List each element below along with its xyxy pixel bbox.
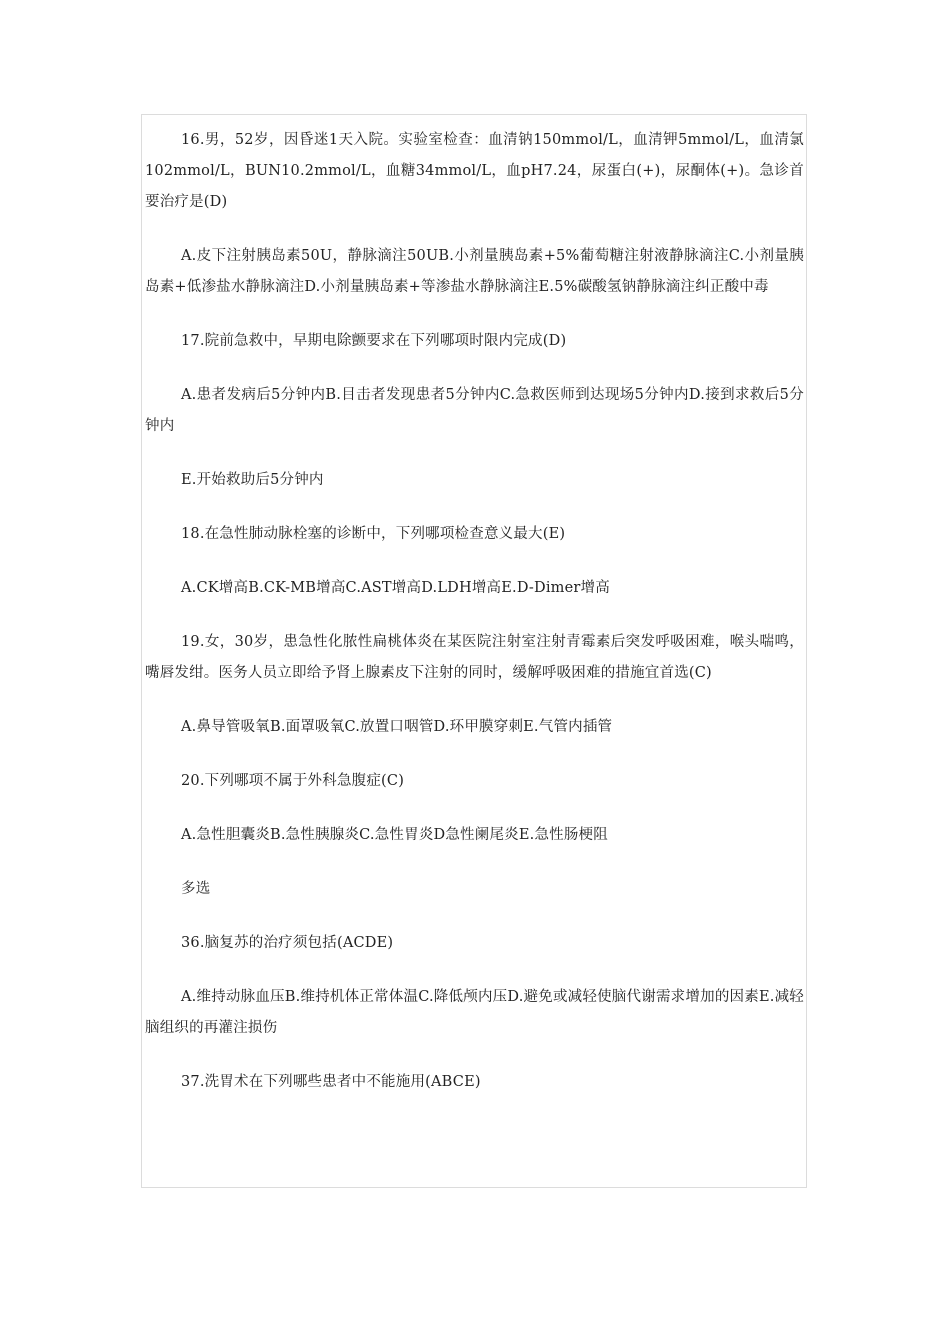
- question-19-options: A.鼻导管吸氧B.面罩吸氧C.放置口咽管D.环甲膜穿刺E.气管内插管: [181, 719, 613, 735]
- question-17: 17.院前急救中，早期电除颤要求在下列哪项时限内完成(D): [181, 333, 567, 349]
- document-content: [142, 115, 806, 1098]
- question-18: 18.在急性肺动脉栓塞的诊断中，下列哪项检查意义最大(E): [181, 526, 566, 542]
- question-20: 20.下列哪项不属于外科急腹症(C): [181, 773, 405, 789]
- question-37: 37.洗胃术在下列哪些患者中不能施用(ABCE): [181, 1074, 481, 1090]
- question-36-options: A.维持动脉血压B.维持机体正常体温C.降低颅内压D.避免或减轻使脑代谢需求增加的因素E.减轻脑组织的再灌注损伤: [145, 989, 804, 1036]
- question-17-option-e: E.开始救助后5分钟内: [181, 472, 324, 488]
- document-frame: [141, 114, 807, 1188]
- question-19: 19.女，30岁，患急性化脓性扁桃体炎在某医院注射室注射青霉素后突发呼吸困难，喉头喘鸣，嘴唇发绀。医务人员立即给予肾上腺素皮下注射的同时，缓解呼吸困难的措施宜首选(C): [145, 634, 804, 681]
- question-16-options: A.皮下注射胰岛素50U，静脉滴注50UB.小剂量胰岛素+5%葡萄糖注射液静脉滴注C.小剂量胰岛素+低渗盐水静脉滴注D.小剂量胰岛素+等渗盐水静脉滴注E.5%碳酸氢钠静脉滴注纠正酸中毒: [145, 248, 804, 295]
- question-18-options: A.CK增高B.CK-MB增高C.AST增高D.LDH增高E.D-Dimer增高: [181, 580, 610, 596]
- question-16: 16.男，52岁，因昏迷1天入院。实验室检查：血清钠150mmol/L，血清钾5mmol/L，血清氯102mmol/L，BUN10.2mmol/L，血糖34mmol/L，血pH7.24，尿蛋白(+)，尿酮体(+)。急诊首要治疗是(D): [145, 132, 804, 210]
- question-36: 36.脑复苏的治疗须包括(ACDE): [181, 935, 394, 951]
- question-20-options: A.急性胆囊炎B.急性胰腺炎C.急性胃炎D急性阑尾炎E.急性肠梗阻: [181, 827, 608, 843]
- question-17-options: A.患者发病后5分钟内B.目击者发现患者5分钟内C.急救医师到达现场5分钟内D.接到求救后5分钟内: [145, 387, 804, 434]
- section-heading-multiple-choice: 多选: [181, 881, 211, 897]
